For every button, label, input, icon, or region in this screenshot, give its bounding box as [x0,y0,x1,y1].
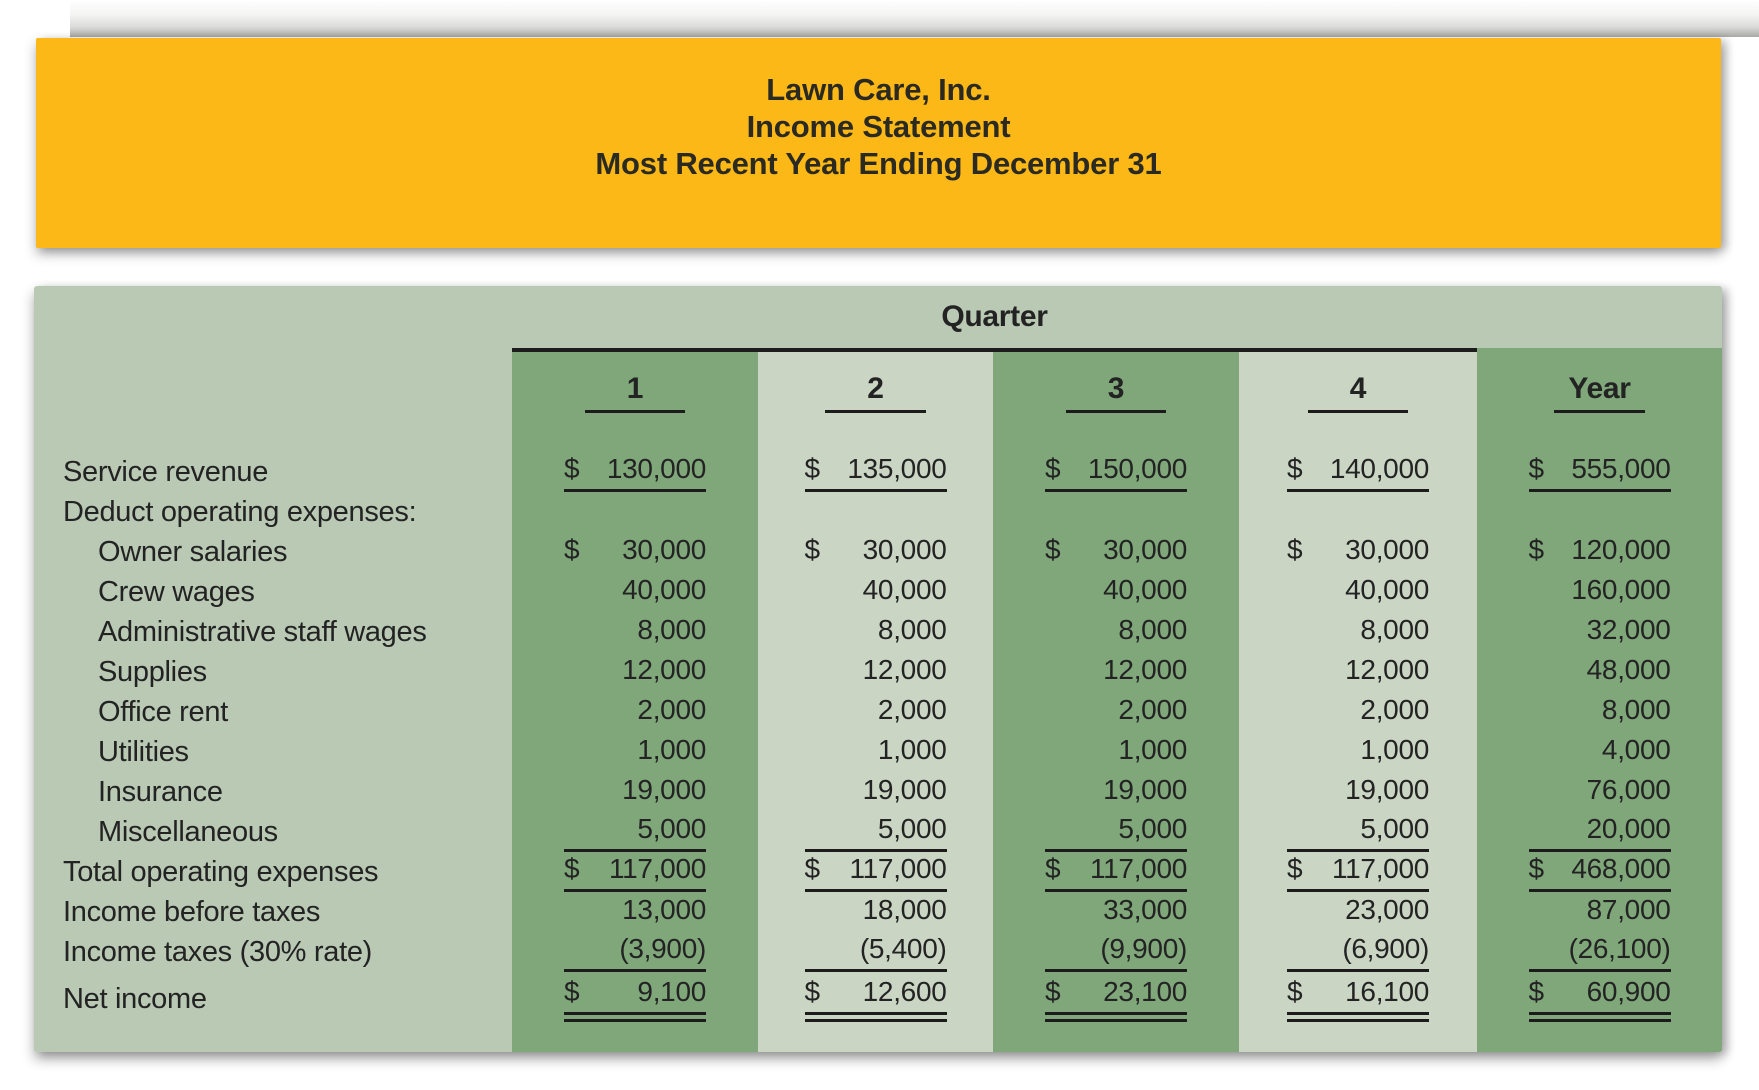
value-cell-q2 [758,892,993,932]
amount: (3,900) [619,932,706,964]
table-row [34,532,1722,572]
value [1045,694,1187,730]
value-cell-q1 [512,492,758,532]
value [1287,933,1429,972]
value [1529,734,1671,770]
value-cell-year [1477,892,1722,932]
value-cell-year [1477,852,1722,892]
column-header-row [34,352,1722,452]
value-cell-q2 [758,652,993,692]
value-cell-q2 [758,852,993,892]
value-cell-q4 [1239,652,1477,692]
value-cell-q1 [512,532,758,572]
value [1529,933,1671,972]
value [1529,774,1671,810]
currency-symbol: $ [1287,976,1303,1007]
amount: 19,000 [862,774,947,805]
value-cell-q1 [512,692,758,732]
value-cell-year [1477,692,1722,732]
value-cell-q3 [993,772,1239,812]
amount: 12,000 [622,654,706,685]
value-cell-q1 [512,612,758,652]
amount: 12,000 [1103,654,1187,685]
value [805,654,947,690]
amount: 19,000 [622,774,706,805]
currency-symbol: $ [1528,452,1544,484]
value [1287,894,1429,930]
table-row [34,612,1722,652]
currency-symbol: $ [1528,852,1544,884]
row-label: Miscellaneous [98,815,278,848]
row-label: Crew wages [98,575,255,608]
value [1287,734,1429,770]
row-label: Service revenue [63,455,269,488]
value-cell-q2 [758,692,993,732]
amount: 30,000 [1103,534,1187,565]
table-row [34,732,1722,772]
amount: 1,000 [1360,734,1429,765]
currency-symbol: $ [564,452,580,484]
row-label: Administrative staff wages [98,615,427,648]
value [1529,853,1671,892]
value [1529,654,1671,690]
amount: 40,000 [1345,574,1429,605]
amount: 2,000 [637,694,706,725]
row-label: Owner salaries [98,535,288,568]
amount: 5,000 [1118,812,1187,844]
amount: 140,000 [1329,452,1429,484]
amount: 8,000 [637,614,706,645]
amount: 135,000 [847,452,947,484]
amount: 1,000 [1118,734,1187,765]
column-header-q2: 2 [758,352,993,452]
value-cell-q4 [1239,572,1477,612]
amount: 30,000 [862,534,947,565]
value-cell-q4 [1239,452,1477,492]
value-cell-year [1477,772,1722,812]
value [1287,813,1429,852]
value [564,654,706,690]
value-cell-q3 [993,972,1239,1026]
value-cell-q4 [1239,612,1477,652]
top-edge-shadow [70,0,1759,37]
amount: 8,000 [1360,614,1429,645]
amount: 40,000 [862,574,947,605]
value [1287,614,1429,650]
value [564,734,706,770]
amount: 13,000 [622,894,706,925]
row-label-column-spacer [34,352,512,452]
value-cell-q1 [512,572,758,612]
value [805,853,947,892]
company-name: Lawn Care, Inc. [766,72,991,107]
amount: 76,000 [1586,774,1671,805]
value [1529,574,1671,610]
amount: 33,000 [1103,894,1187,925]
row-label: Income taxes (30% rate) [63,935,373,968]
value [1287,453,1429,492]
amount: 150,000 [1087,452,1187,484]
value [1045,894,1187,930]
value [1045,614,1187,650]
amount: 4,000 [1601,734,1671,765]
currency-symbol: $ [1045,976,1061,1007]
amount: 5,000 [877,812,947,844]
amount: 555,000 [1571,452,1671,484]
amount: 117,000 [849,852,947,884]
currency-symbol: $ [1045,852,1061,884]
statement-grid [34,286,1722,1052]
value-cell-q4 [1239,892,1477,932]
value-cell-q1 [512,932,758,972]
value [805,734,947,770]
value [805,614,947,650]
amount: (9,900) [1100,932,1187,964]
value-cell-q4 [1239,692,1477,732]
amount: (5,400) [859,932,947,964]
amount: 5,000 [637,812,706,844]
amount: 468,000 [1571,852,1671,884]
row-label: Utilities [98,735,189,768]
income-statement-table [34,286,1722,1052]
value [1287,574,1429,610]
table-row [34,492,1722,532]
value-cell-q3 [993,852,1239,892]
amount: 12,000 [1345,654,1429,685]
value [564,534,706,570]
column-header-q1: 1 [512,352,758,452]
value-cell-year [1477,612,1722,652]
amount: (26,100) [1568,932,1671,964]
value-cell-q3 [993,572,1239,612]
value [564,933,706,972]
value [1045,734,1187,770]
value [564,853,706,892]
amount: (6,900) [1342,932,1429,964]
amount: 23,000 [1345,894,1429,925]
currency-symbol: $ [1287,452,1303,484]
table-row [34,452,1722,492]
value-cell-q1 [512,812,758,852]
value-cell-q1 [512,972,758,1026]
value-cell-q4 [1239,812,1477,852]
value [564,894,706,930]
table-row [34,812,1722,852]
value-cell-year [1477,652,1722,692]
amount: 8,000 [1601,694,1671,725]
amount: 32,000 [1586,614,1671,645]
value [1529,976,1671,1022]
value [1287,976,1429,1022]
table-row [34,972,1722,1026]
statement-header-panel [36,38,1721,248]
value-cell-q3 [993,612,1239,652]
value [1045,574,1187,610]
currency-symbol: $ [564,534,580,565]
value [1529,453,1671,492]
quarter-group-header: Quarter [941,300,1048,333]
value [1287,853,1429,892]
value [1529,614,1671,650]
value-cell-q1 [512,892,758,932]
value-cell-q3 [993,652,1239,692]
value [1529,694,1671,730]
value-cell-q3 [993,492,1239,532]
amount: 12,600 [862,976,947,1007]
value [1045,853,1187,892]
currency-symbol: $ [1528,976,1544,1007]
amount: 12,000 [862,654,947,685]
value-cell-q4 [1239,972,1477,1026]
amount: 9,100 [637,976,706,1007]
column-header-q4: 4 [1239,352,1477,452]
table-row [34,852,1722,892]
amount: 19,000 [1103,774,1187,805]
table-row [34,572,1722,612]
amount: 30,000 [622,534,706,565]
value [1045,933,1187,972]
amount: 40,000 [622,574,706,605]
value [564,774,706,810]
amount: 1,000 [877,734,947,765]
value-cell-year [1477,932,1722,972]
column-header-q3: 3 [993,352,1239,452]
value [1045,976,1187,1022]
value [1045,813,1187,852]
amount: 23,100 [1103,976,1187,1007]
currency-symbol: $ [564,976,580,1007]
amount: 117,000 [608,852,706,884]
value-cell-q3 [993,532,1239,572]
table-row [34,692,1722,732]
amount: 2,000 [1118,694,1187,725]
value-cell-q3 [993,932,1239,972]
amount: 8,000 [1118,614,1187,645]
currency-symbol: $ [1287,534,1303,565]
value [805,774,947,810]
row-label: Office rent [98,695,228,728]
amount: 160,000 [1571,574,1671,605]
table-row [34,772,1722,812]
amount: 18,000 [862,894,947,925]
value [564,813,706,852]
statement-rows [34,452,1722,1026]
amount: 19,000 [1345,774,1429,805]
value [1287,774,1429,810]
row-label: Supplies [98,655,207,688]
value [805,534,947,570]
amount: 16,100 [1345,976,1429,1007]
amount: 20,000 [1586,812,1671,844]
value-cell-q3 [993,812,1239,852]
amount: 40,000 [1103,574,1187,605]
value [1045,453,1187,492]
amount: 1,000 [637,734,706,765]
amount: 30,000 [1345,534,1429,565]
amount: 2,000 [1360,694,1429,725]
value-cell-q4 [1239,932,1477,972]
value [805,574,947,610]
value-cell-q3 [993,892,1239,932]
row-label: Total operating expenses [63,855,379,888]
currency-symbol: $ [564,852,580,884]
amount: 5,000 [1360,812,1429,844]
amount: 48,000 [1586,654,1671,685]
table-row [34,652,1722,692]
value-cell-q2 [758,932,993,972]
value [805,976,947,1022]
amount: 60,900 [1586,976,1671,1007]
value-cell-q4 [1239,772,1477,812]
value [805,933,947,972]
row-label: Deduct operating expenses: [63,495,417,528]
value [564,614,706,650]
value-cell-q1 [512,452,758,492]
value-cell-q1 [512,772,758,812]
value [805,694,947,730]
amount: 8,000 [877,614,947,645]
currency-symbol: $ [1287,852,1303,884]
currency-symbol: $ [804,852,820,884]
value-cell-year [1477,532,1722,572]
table-row [34,932,1722,972]
statement-period: Most Recent Year Ending December 31 [595,146,1162,181]
amount: 117,000 [1089,852,1187,884]
value-cell-q2 [758,492,993,532]
value [564,453,706,492]
value-cell-q2 [758,612,993,652]
value-cell-q1 [512,732,758,772]
value [1287,534,1429,570]
value-cell-q1 [512,852,758,892]
value-cell-year [1477,492,1722,532]
value-cell-q2 [758,732,993,772]
table-row [34,892,1722,932]
currency-symbol: $ [804,534,820,565]
value [805,453,947,492]
row-label: Income before taxes [63,895,321,928]
column-header-year: Year [1477,352,1722,452]
value-cell-q2 [758,452,993,492]
value [805,894,947,930]
value-cell-q3 [993,452,1239,492]
value-cell-q4 [1239,852,1477,892]
amount: 2,000 [877,694,947,725]
value-cell-year [1477,972,1722,1026]
value [1529,813,1671,852]
currency-symbol: $ [804,452,820,484]
value [805,813,947,852]
value [1287,654,1429,690]
value-cell-q2 [758,972,993,1026]
row-label: Insurance [98,775,223,808]
value [564,694,706,730]
value-cell-q4 [1239,492,1477,532]
statement-title: Income Statement [746,109,1011,144]
value [1045,534,1187,570]
currency-symbol: $ [804,976,820,1007]
value [1045,774,1187,810]
value [1045,654,1187,690]
currency-symbol: $ [1045,534,1061,565]
value [564,976,706,1022]
value-cell-q2 [758,812,993,852]
amount: 117,000 [1331,852,1429,884]
value-cell-year [1477,732,1722,772]
value-cell-year [1477,452,1722,492]
value-cell-year [1477,572,1722,612]
value-cell-q3 [993,732,1239,772]
value-cell-q2 [758,572,993,612]
value-cell-q3 [993,692,1239,732]
amount: 87,000 [1586,894,1671,925]
value [564,574,706,610]
value-cell-q4 [1239,532,1477,572]
value [1287,694,1429,730]
value-cell-q2 [758,772,993,812]
value-cell-q4 [1239,732,1477,772]
currency-symbol: $ [1528,534,1544,565]
value [1529,534,1671,570]
amount: 120,000 [1571,534,1671,565]
row-label: Net income [63,982,207,1015]
value-cell-q1 [512,652,758,692]
value-cell-q2 [758,532,993,572]
currency-symbol: $ [1045,452,1061,484]
value-cell-year [1477,812,1722,852]
value [1529,894,1671,930]
amount: 130,000 [606,452,706,484]
